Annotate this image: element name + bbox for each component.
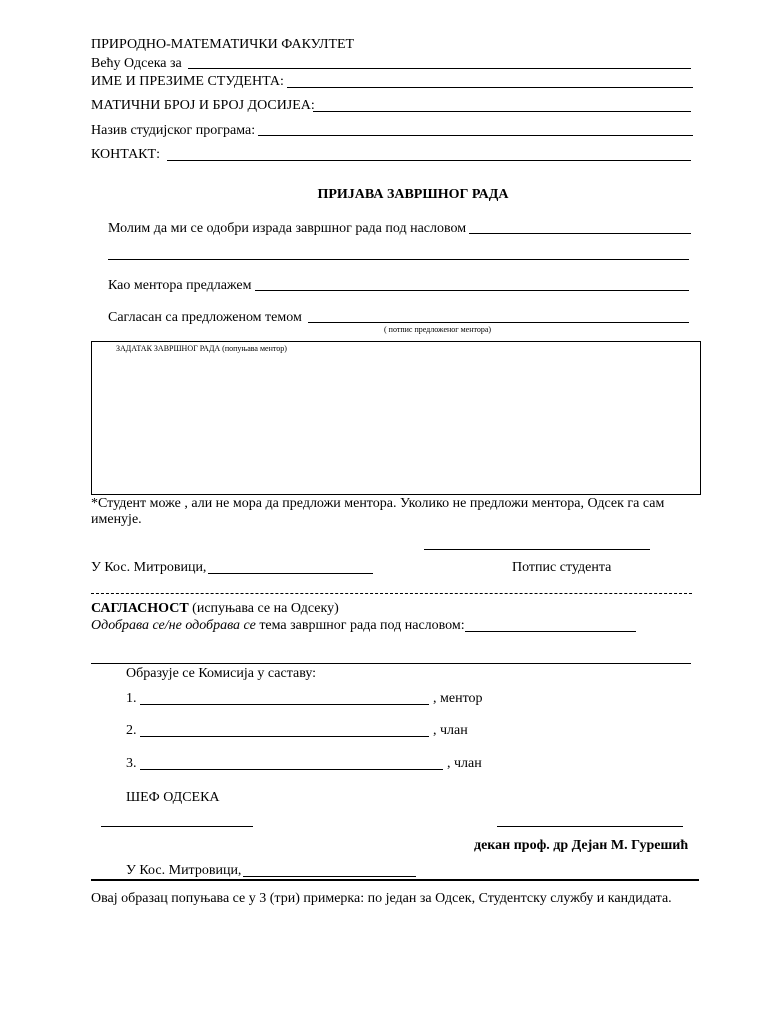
consent-heading-bold: САГЛАСНОСТ [91, 601, 189, 616]
agree-label: Сагласан са предложеном темом [108, 310, 302, 325]
consent-place-date-line[interactable] [243, 876, 416, 877]
committee-member-2-num: 2. [126, 723, 137, 738]
task-box-label: ЗАДАТАК ЗАВРШНОГ РАДА (попуњава ментор) [116, 344, 287, 353]
consent-heading [91, 601, 339, 617]
mentor-note-line1: *Студент може , али не мора да предложи ментора. Уколико не предложи ментора, Одсек га сам [91, 496, 665, 511]
faculty-name: ПРИРОДНО-МАТЕМАТИЧКИ ФАКУЛТЕТ [91, 37, 355, 52]
consent-place-label: У Кос. Митровици, [126, 863, 242, 878]
committee-member-3-role: , члан [447, 756, 482, 771]
approved-title-line-1[interactable] [465, 631, 636, 632]
thesis-title-line-2[interactable] [108, 259, 689, 260]
place-label: У Кос. Митровици, [91, 560, 207, 575]
form-title: ПРИЈАВА ЗАВРШНОГ РАДА [317, 187, 509, 202]
contact-field-line[interactable] [167, 160, 691, 161]
council-field-line[interactable] [188, 68, 691, 69]
student-name-label: ИМЕ И ПРЕЗИМЕ СТУДЕНТА: [91, 74, 284, 89]
id-label: МАТИЧНИ БРОЈ И БРОЈ ДОСИЈЕА: [91, 98, 315, 113]
committee-member-2-line[interactable] [140, 736, 429, 737]
committee-member-3-num: 3. [126, 756, 137, 771]
approval-italic: Одобрава се/не одобрава се [91, 618, 256, 633]
student-signature-line[interactable] [424, 549, 650, 550]
mentor-field-line[interactable] [255, 290, 689, 291]
section-separator [91, 593, 692, 594]
dean-name: декан проф. др Дејан М. Гурешић [474, 838, 689, 853]
committee-member-1-role: , ментор [433, 691, 483, 706]
mentor-signature-line[interactable] [308, 322, 689, 323]
program-field-line[interactable] [258, 135, 693, 136]
id-field-line[interactable] [313, 111, 691, 112]
committee-label: Образује се Комисија у саставу: [126, 666, 317, 681]
mentor-note-line2: именује. [91, 512, 142, 527]
contact-label: КОНТАКТ: [91, 147, 160, 162]
department-head-signature-line[interactable] [101, 826, 253, 827]
footer-rule [91, 879, 699, 881]
committee-member-1-num: 1. [126, 691, 137, 706]
consent-heading-rest: (испуњава се на Одсеку) [188, 601, 339, 616]
task-box[interactable] [91, 341, 701, 495]
place-date-line[interactable] [208, 573, 373, 574]
committee-member-2-role: , члан [433, 723, 468, 738]
footer-note: Овај образац попуњава се у 3 (три) примерка: по један за Одсек, Студентску службу и кандидата. [91, 891, 672, 906]
committee-member-1-line[interactable] [140, 704, 429, 705]
program-label: Назив студијског програма: [91, 123, 256, 138]
approval-rest: тема завршног рада под насловом: [255, 618, 465, 633]
department-head-label: ШЕФ ОДСЕКА [126, 790, 220, 805]
approval-line [91, 618, 465, 634]
request-text: Молим да ми се одобри израда завршног рада под насловом [108, 221, 467, 236]
student-signature-label: Потпис студента [512, 560, 612, 575]
approved-title-line-2[interactable] [91, 663, 691, 664]
thesis-title-line-1[interactable] [469, 233, 691, 234]
council-label: Веħу Одсека за [91, 56, 182, 71]
committee-member-3-line[interactable] [140, 769, 443, 770]
dean-signature-line[interactable] [497, 826, 683, 827]
student-name-field-line[interactable] [287, 87, 693, 88]
mentor-label: Као ментора предлажем [108, 278, 252, 293]
mentor-signature-note: ( потпис предложеног ментора) [384, 325, 492, 334]
